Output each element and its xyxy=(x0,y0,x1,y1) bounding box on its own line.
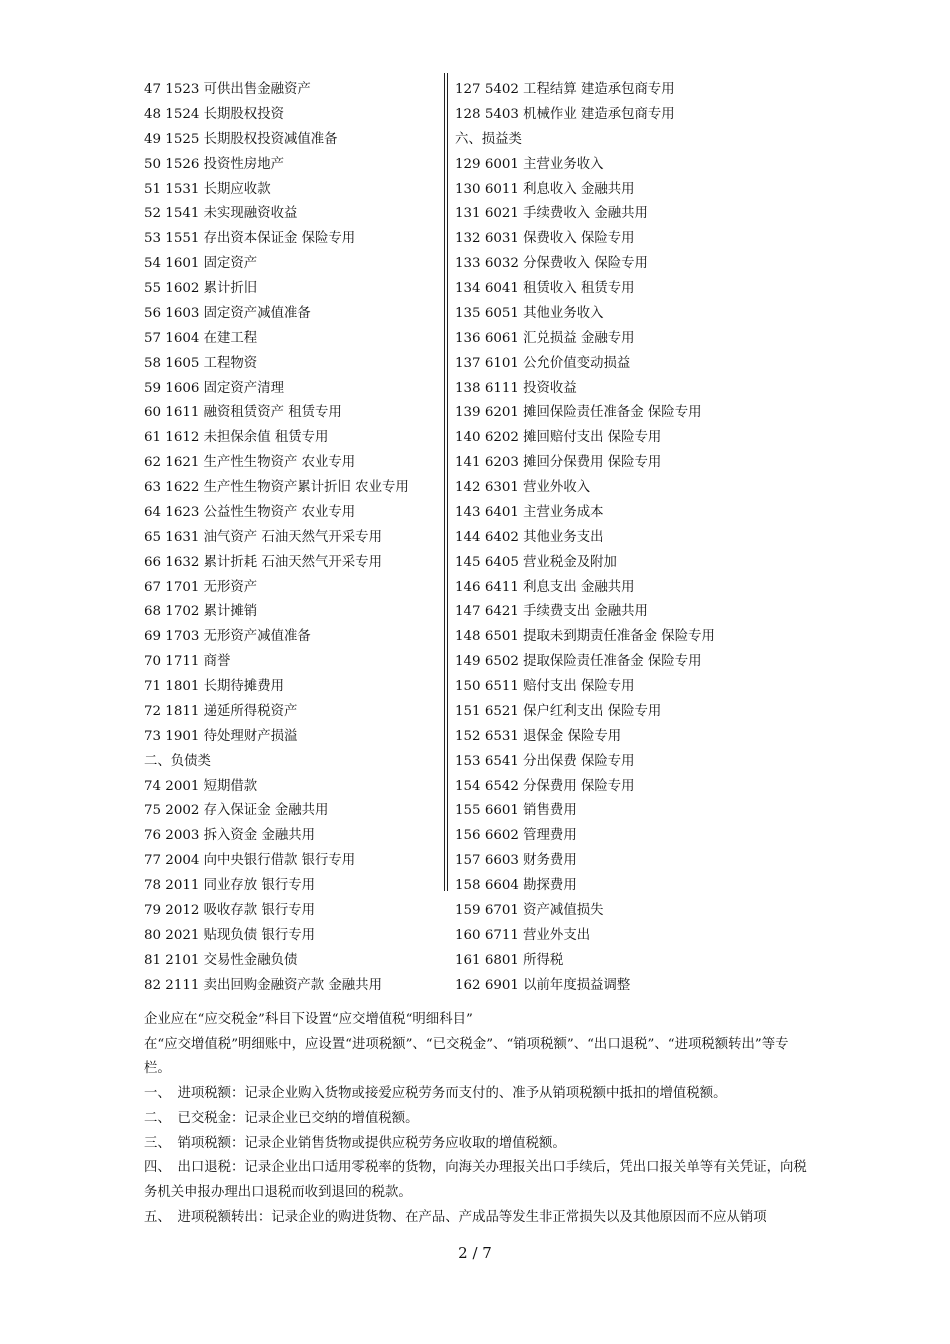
paragraph: 在“应交增值税”明细账中，应设置“进项税额”、“已交税金”、“销项税额”、“出口退税”、“进项税额转出”等专栏。 xyxy=(144,1036,789,1077)
account-list-item: 71 1801 长期待摊费用 xyxy=(144,679,284,694)
paragraph: 一、 进项税额：记录企业购入货物或接爱应税劳务而支付的、准予从销项税额中抵扣的增值税额。 xyxy=(144,1086,727,1102)
account-list-item: 80 2021 贴现负债 银行专用 xyxy=(144,927,316,943)
account-list-item: 60 1611 融资租赁资产 租赁专用 xyxy=(144,405,342,421)
account-list-item: 74 2001 短期借款 xyxy=(144,778,258,794)
account-list-item: 152 6531 退保金 保险专用 xyxy=(455,728,622,744)
account-list-item: 134 6041 租赁收入 租赁专用 xyxy=(455,281,635,296)
account-list-item: 64 1623 公益性生物资产 农业专用 xyxy=(144,504,356,520)
account-list-item: 160 6711 营业外支出 xyxy=(455,927,591,943)
account-list-item: 48 1524 长期股权投资 xyxy=(144,106,284,122)
account-list-item: 136 6061 汇兑损益 金融专用 xyxy=(455,330,635,346)
account-list-item: 61 1612 未担保余值 租赁专用 xyxy=(144,430,329,446)
account-list-item: 150 6511 赔付支出 保险专用 xyxy=(455,679,635,694)
account-list-item: 128 5403 机械作业 建造承包商专用 xyxy=(455,106,675,122)
account-list-item: 132 6031 保费收入 保险专用 xyxy=(455,231,635,247)
account-list-item: 76 2003 拆入资金 金融共用 xyxy=(144,828,316,844)
account-list-item: 49 1525 长期股权投资减值准备 xyxy=(144,131,338,147)
account-list-item: 68 1702 累计摊销 xyxy=(144,604,258,620)
account-list-item: 52 1541 未实现融资收益 xyxy=(144,206,298,222)
account-list-item: 133 6032 分保费收入 保险专用 xyxy=(455,256,648,272)
account-list-item: 55 1602 累计折旧 xyxy=(144,281,258,296)
account-list-item: 127 5402 工程结算 建造承包商专用 xyxy=(455,82,675,97)
account-list-item: 156 6602 管理费用 xyxy=(455,828,577,844)
account-list-item: 81 2101 交易性金融负债 xyxy=(144,952,298,968)
account-list-item: 147 6421 手续费支出 金融共用 xyxy=(455,604,648,620)
account-list-item: 53 1551 存出资本保证金 保险专用 xyxy=(144,231,356,247)
account-list-item: 六、损益类 xyxy=(455,131,522,147)
account-list-item: 137 6101 公允价值变动损益 xyxy=(455,355,631,371)
account-list-item: 73 1901 待处理财产损溢 xyxy=(144,728,298,744)
account-list-item: 145 6405 营业税金及附加 xyxy=(455,554,617,570)
account-list-item: 149 6502 提取保险责任准备金 保险专用 xyxy=(455,654,702,670)
account-list-item: 77 2004 向中央银行借款 银行专用 xyxy=(144,853,356,869)
paragraph: 二、 已交税金：记录企业已交纳的增值税额。 xyxy=(144,1110,419,1126)
account-list-item: 72 1811 递延所得税资产 xyxy=(144,703,298,719)
vat-explanation-text xyxy=(144,1008,812,1230)
account-list-item: 82 2111 卖出回购金融资产款 金融共用 xyxy=(144,977,382,993)
account-list-item: 153 6541 分出保费 保险专用 xyxy=(455,753,635,769)
paragraph: 四、 出口退税：记录企业出口适用零税率的货物，向海关办理报关出口手续后，凭出口报关单等有关凭证，向税务机关申报办理出口退税而收到退回的税款。 xyxy=(144,1160,807,1200)
account-list-item: 50 1526 投资性房地产 xyxy=(144,156,284,172)
account-list-item: 66 1632 累计折耗 石油天然气开采专用 xyxy=(144,554,382,570)
account-list-item: 51 1531 长期应收款 xyxy=(144,181,271,197)
right-account-list xyxy=(455,78,795,998)
account-list-item: 63 1622 生产性生物资产累计折旧 农业专用 xyxy=(144,480,409,495)
account-list-item: 146 6411 利息支出 金融共用 xyxy=(455,579,635,595)
account-list-item: 162 6901 以前年度损益调整 xyxy=(455,977,631,993)
account-list-item: 75 2002 存入保证金 金融共用 xyxy=(144,803,329,819)
account-list-item: 47 1523 可供出售金融资产 xyxy=(144,82,311,97)
account-list-item: 161 6801 所得税 xyxy=(455,952,564,968)
account-list-item: 62 1621 生产性生物资产 农业专用 xyxy=(144,455,356,471)
account-list-item: 148 6501 提取未到期责任准备金 保险专用 xyxy=(455,629,715,645)
paragraph: 五、 进项税额转出：记录企业的购进货物、在产品、产成品等发生非正常损失以及其他原因而不应从销项 xyxy=(144,1209,767,1225)
paragraph: 三、 销项税额：记录企业销售货物或提供应税劳务应收取的增值税额。 xyxy=(144,1135,566,1151)
account-list-item: 143 6401 主营业务成本 xyxy=(455,504,604,520)
account-list-item: 138 6111 投资收益 xyxy=(455,380,577,396)
account-list-item: 142 6301 营业外收入 xyxy=(455,480,591,495)
left-account-list xyxy=(144,78,440,998)
account-list-item: 159 6701 资产减值损失 xyxy=(455,902,604,918)
paragraph: 企业应在“应交税金”科目下设置“应交增值税“明细科目” xyxy=(144,1012,473,1027)
column-divider xyxy=(444,73,448,891)
account-list-item: 54 1601 固定资产 xyxy=(144,256,258,272)
account-list-item: 144 6402 其他业务支出 xyxy=(455,529,604,545)
account-list-item: 140 6202 摊回赔付支出 保险专用 xyxy=(455,430,662,446)
account-list-item: 135 6051 其他业务收入 xyxy=(455,305,604,321)
account-list-item: 141 6203 摊回分保费用 保险专用 xyxy=(455,455,662,471)
account-list-item: 151 6521 保户红利支出 保险专用 xyxy=(455,703,662,719)
account-list-item: 59 1606 固定资产清理 xyxy=(144,380,284,396)
account-list-item: 79 2012 吸收存款 银行专用 xyxy=(144,902,316,918)
account-list-item: 70 1711 商誉 xyxy=(144,654,231,670)
account-list-item: 129 6001 主营业务收入 xyxy=(455,156,604,172)
account-list-item: 130 6011 利息收入 金融共用 xyxy=(455,181,635,197)
account-list-item: 69 1703 无形资产减值准备 xyxy=(144,629,311,645)
account-list-item: 157 6603 财务费用 xyxy=(455,853,577,869)
account-list-item: 154 6542 分保费用 保险专用 xyxy=(455,778,635,794)
account-list-item: 78 2011 同业存放 银行专用 xyxy=(144,878,316,893)
account-list-item: 158 6604 勘探费用 xyxy=(455,878,577,893)
account-list-item: 56 1603 固定资产减值准备 xyxy=(144,305,311,321)
account-list-item: 67 1701 无形资产 xyxy=(144,579,258,595)
account-list-item: 131 6021 手续费收入 金融共用 xyxy=(455,206,648,222)
account-list-item: 57 1604 在建工程 xyxy=(144,330,258,346)
account-list-item: 155 6601 销售费用 xyxy=(455,803,577,819)
account-list-item: 二、负债类 xyxy=(144,753,211,769)
page-number: 2 / 7 xyxy=(458,1244,492,1262)
account-list-item: 65 1631 油气资产 石油天然气开采专用 xyxy=(144,529,382,545)
account-list-item: 58 1605 工程物资 xyxy=(144,355,258,371)
account-list-item: 139 6201 摊回保险责任准备金 保险专用 xyxy=(455,405,702,421)
